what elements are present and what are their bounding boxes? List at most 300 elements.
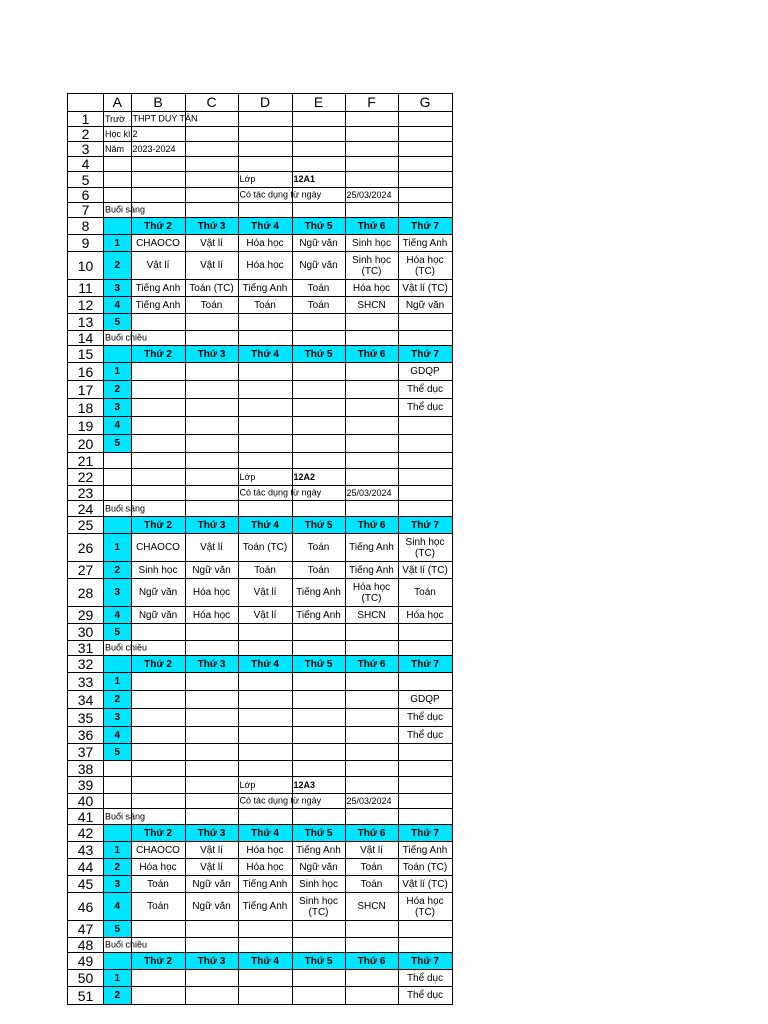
cell[interactable] [398,938,452,953]
cell[interactable] [345,112,398,127]
subject-cell[interactable]: Toán [345,859,398,876]
subject-cell[interactable]: Tiếng Anh [292,607,345,624]
cell[interactable] [398,809,452,825]
subject-cell[interactable] [238,744,292,761]
cell[interactable] [185,777,238,794]
subject-cell[interactable] [238,987,292,1005]
row-header[interactable]: 17 [68,381,104,399]
cell[interactable] [185,486,238,501]
subject-cell[interactable] [398,921,452,938]
day-header[interactable]: Thứ 3 [185,953,238,970]
cell[interactable] [398,203,452,218]
day-header[interactable]: Thứ 2 [131,825,185,842]
subject-cell[interactable]: Sinh học (TC) [292,893,345,921]
label-morning[interactable] [104,809,146,825]
subject-cell[interactable] [345,381,398,399]
subject-cell[interactable] [238,727,292,744]
subject-cell[interactable]: Tiếng Anh [238,280,292,297]
subject-cell[interactable] [345,727,398,744]
subject-cell[interactable] [345,399,398,417]
row-header[interactable]: 43 [68,842,104,859]
subject-cell[interactable] [185,399,238,417]
row-header[interactable]: 36 [68,727,104,744]
row-header[interactable]: 3 [68,142,104,157]
subject-cell[interactable]: Thể dục [398,970,452,987]
label-morning[interactable] [104,501,146,517]
cell[interactable] [104,172,132,188]
subject-cell[interactable]: Tiếng Anh [398,235,452,252]
subject-cell[interactable] [238,314,292,331]
row-header[interactable]: 30 [68,624,104,641]
subject-cell[interactable] [292,314,345,331]
row-header[interactable]: 25 [68,517,104,534]
subject-cell[interactable]: Toán [398,579,452,607]
day-header[interactable]: Thứ 7 [398,346,452,363]
row-header[interactable]: 31 [68,641,104,656]
subject-cell[interactable] [398,624,452,641]
period-number[interactable]: 4 [104,893,132,921]
cell[interactable] [131,469,185,486]
day-header[interactable]: Thứ 5 [292,825,345,842]
day-header[interactable]: Thứ 3 [185,517,238,534]
subject-cell[interactable]: Ngữ văn [131,607,185,624]
effective-date[interactable]: 25/03/2024 [345,188,398,203]
cell[interactable] [131,761,185,777]
subject-cell[interactable]: Toán [292,534,345,562]
subject-cell[interactable]: Hóa học (TC) [345,579,398,607]
subject-cell[interactable]: Toán (TC) [398,859,452,876]
period-number[interactable]: 2 [104,562,132,579]
subject-cell[interactable] [238,399,292,417]
cell[interactable] [292,641,345,656]
subject-cell[interactable]: Toán [292,297,345,314]
subject-cell[interactable] [131,381,185,399]
subject-cell[interactable] [131,970,185,987]
subject-cell[interactable]: Sinh học [292,876,345,893]
cell[interactable] [398,501,452,517]
subject-cell[interactable]: Ngữ văn [185,893,238,921]
cell[interactable] [185,501,238,517]
label-morning[interactable] [104,203,146,218]
subject-cell[interactable]: Ngữ văn [398,297,452,314]
period-number[interactable]: 3 [104,399,132,417]
subject-cell[interactable] [292,727,345,744]
period-number[interactable]: 2 [104,381,132,399]
cell[interactable] [238,501,292,517]
subject-cell[interactable] [185,709,238,727]
subject-cell[interactable] [345,970,398,987]
cell[interactable] [131,777,185,794]
subject-cell[interactable]: SHCN [345,297,398,314]
row-header[interactable]: 11 [68,280,104,297]
cell[interactable] [292,203,345,218]
label-nam[interactable]: Năm [104,142,132,157]
subject-cell[interactable]: Vật lí [238,607,292,624]
day-header[interactable]: Thứ 4 [238,953,292,970]
label-hocki[interactable]: Học kì [104,127,132,142]
row-header[interactable]: 13 [68,314,104,331]
subject-cell[interactable] [345,314,398,331]
subject-cell[interactable] [131,709,185,727]
cell[interactable] [398,127,452,142]
row-header[interactable]: 23 [68,486,104,501]
subject-cell[interactable] [185,381,238,399]
row-header[interactable]: 44 [68,859,104,876]
subject-cell[interactable]: Toán [131,876,185,893]
subject-cell[interactable] [131,921,185,938]
period-number[interactable]: 2 [104,691,132,709]
period-number[interactable]: 5 [104,921,132,938]
subject-cell[interactable] [292,399,345,417]
subject-cell[interactable]: Thể dục [398,727,452,744]
cell[interactable] [238,142,292,157]
subject-cell[interactable]: Thể dục [398,399,452,417]
nam-value[interactable]: 2023-2024 [131,142,185,157]
subject-cell[interactable] [292,673,345,691]
row-header[interactable]: 48 [68,938,104,953]
column-header-d[interactable]: D [238,94,292,112]
row-header[interactable]: 39 [68,777,104,794]
subject-cell[interactable] [131,673,185,691]
subject-cell[interactable] [398,673,452,691]
label-lop[interactable]: Lớp [238,469,292,486]
period-number[interactable]: 1 [104,842,132,859]
day-header[interactable]: Thứ 7 [398,517,452,534]
day-header[interactable]: Thứ 7 [398,218,452,235]
row-header[interactable]: 34 [68,691,104,709]
period-number[interactable]: 4 [104,607,132,624]
subject-cell[interactable]: Ngữ văn [292,859,345,876]
subject-cell[interactable]: Hóa học [238,235,292,252]
subject-cell[interactable] [185,314,238,331]
row-header[interactable]: 19 [68,417,104,435]
period-number[interactable]: 1 [104,534,132,562]
label-truong[interactable]: Trườ [104,112,132,127]
day-header[interactable]: Thứ 5 [292,953,345,970]
cell[interactable] [185,142,238,157]
period-header-blank[interactable] [104,656,132,673]
subject-cell[interactable] [131,363,185,381]
row-header[interactable]: 35 [68,709,104,727]
subject-cell[interactable]: Hóa học (TC) [398,893,452,921]
cell[interactable] [131,172,185,188]
cell[interactable] [104,777,132,794]
subject-cell[interactable] [131,744,185,761]
cell[interactable] [185,453,238,469]
cell[interactable] [292,331,345,346]
row-header[interactable]: 51 [68,987,104,1005]
row-header[interactable]: 9 [68,235,104,252]
cell[interactable] [292,809,345,825]
subject-cell[interactable]: Toán [292,280,345,297]
row-header[interactable]: 14 [68,331,104,346]
period-number[interactable]: 3 [104,876,132,893]
cell[interactable] [345,938,398,953]
period-number[interactable]: 1 [104,363,132,381]
label-afternoon[interactable] [104,938,148,953]
subject-cell[interactable]: Tiếng Anh [345,534,398,562]
subject-cell[interactable] [292,744,345,761]
subject-cell[interactable]: Hóa học [238,252,292,280]
cell[interactable] [292,938,345,953]
subject-cell[interactable]: Hóa học [185,579,238,607]
subject-cell[interactable] [398,744,452,761]
subject-cell[interactable] [238,363,292,381]
subject-cell[interactable] [398,417,452,435]
subject-cell[interactable]: Tiếng Anh [345,562,398,579]
subject-cell[interactable]: Hóa học [131,859,185,876]
effective-date[interactable]: 25/03/2024 [345,794,398,809]
subject-cell[interactable] [398,314,452,331]
period-number[interactable]: 4 [104,417,132,435]
subject-cell[interactable]: Vật lí [185,534,238,562]
subject-cell[interactable]: Hóa học (TC) [398,252,452,280]
cell[interactable] [398,157,452,172]
row-header[interactable]: 33 [68,673,104,691]
subject-cell[interactable]: Ngữ văn [292,235,345,252]
row-header[interactable]: 16 [68,363,104,381]
subject-cell[interactable] [131,987,185,1005]
day-header[interactable]: Thứ 4 [238,825,292,842]
subject-cell[interactable]: Toán [238,297,292,314]
period-number[interactable]: 5 [104,435,132,453]
row-header[interactable]: 29 [68,607,104,624]
subject-cell[interactable] [292,970,345,987]
cell[interactable] [238,809,292,825]
row-header[interactable]: 12 [68,297,104,314]
column-header-a[interactable]: A [104,94,132,112]
period-number[interactable]: 2 [104,987,132,1005]
label-lop[interactable]: Lớp [238,777,292,794]
label-effective[interactable] [238,486,322,501]
day-header[interactable]: Thứ 6 [345,517,398,534]
cell[interactable] [238,453,292,469]
subject-cell[interactable] [345,673,398,691]
subject-cell[interactable]: Tiếng Anh [238,893,292,921]
subject-cell[interactable]: Toán [345,876,398,893]
subject-cell[interactable] [185,435,238,453]
period-number[interactable]: 3 [104,579,132,607]
subject-cell[interactable]: Vật lí [185,842,238,859]
subject-cell[interactable] [292,363,345,381]
day-header[interactable]: Thứ 6 [345,346,398,363]
subject-cell[interactable]: SHCN [345,893,398,921]
cell[interactable] [398,188,452,203]
subject-cell[interactable] [185,744,238,761]
subject-cell[interactable] [238,435,292,453]
subject-cell[interactable]: Hóa học [398,607,452,624]
effective-date[interactable]: 25/03/2024 [345,486,398,501]
subject-cell[interactable]: CHAOCO [131,842,185,859]
select-all-corner[interactable] [68,94,104,112]
row-header[interactable]: 18 [68,399,104,417]
subject-cell[interactable]: Thể dục [398,709,452,727]
cell[interactable] [185,203,238,218]
subject-cell[interactable] [185,987,238,1005]
subject-cell[interactable] [238,673,292,691]
row-header[interactable]: 38 [68,761,104,777]
row-header[interactable]: 50 [68,970,104,987]
cell[interactable] [292,501,345,517]
day-header[interactable]: Thứ 6 [345,218,398,235]
subject-cell[interactable]: Ngữ văn [131,579,185,607]
hocki-value[interactable]: 2 [131,127,185,142]
subject-cell[interactable] [185,624,238,641]
subject-cell[interactable]: Thể dục [398,987,452,1005]
subject-cell[interactable] [292,417,345,435]
subject-cell[interactable]: Vật lí [238,579,292,607]
cell[interactable] [131,453,185,469]
day-header[interactable]: Thứ 2 [131,218,185,235]
cell[interactable] [104,469,132,486]
subject-cell[interactable]: GDQP [398,363,452,381]
row-header[interactable]: 22 [68,469,104,486]
day-header[interactable]: Thứ 5 [292,656,345,673]
subject-cell[interactable]: Vật lí (TC) [398,562,452,579]
subject-cell[interactable] [131,417,185,435]
cell[interactable] [398,142,452,157]
cell[interactable] [345,453,398,469]
row-header[interactable]: 40 [68,794,104,809]
period-number[interactable]: 3 [104,280,132,297]
cell[interactable] [292,142,345,157]
cell[interactable] [398,486,452,501]
day-header[interactable]: Thứ 3 [185,656,238,673]
period-number[interactable]: 1 [104,673,132,691]
subject-cell[interactable] [131,399,185,417]
subject-cell[interactable] [238,970,292,987]
subject-cell[interactable]: Tiếng Anh [238,876,292,893]
cell[interactable] [292,761,345,777]
cell[interactable] [131,157,185,172]
subject-cell[interactable]: Sinh học (TC) [398,534,452,562]
cell[interactable] [345,172,398,188]
cell[interactable] [185,641,238,656]
cell[interactable] [398,794,452,809]
row-header[interactable]: 4 [68,157,104,172]
subject-cell[interactable] [238,417,292,435]
cell[interactable] [238,203,292,218]
cell[interactable] [185,172,238,188]
subject-cell[interactable] [345,744,398,761]
row-header[interactable]: 24 [68,501,104,517]
day-header[interactable]: Thứ 5 [292,517,345,534]
subject-cell[interactable] [345,417,398,435]
subject-cell[interactable] [185,673,238,691]
period-number[interactable]: 1 [104,235,132,252]
subject-cell[interactable]: Vật lí (TC) [398,280,452,297]
row-header[interactable]: 26 [68,534,104,562]
row-header[interactable]: 41 [68,809,104,825]
cell[interactable] [398,469,452,486]
period-number[interactable]: 2 [104,252,132,280]
day-header[interactable]: Thứ 4 [238,656,292,673]
subject-cell[interactable] [345,709,398,727]
cell[interactable] [185,938,238,953]
subject-cell[interactable] [292,435,345,453]
cell[interactable] [185,794,238,809]
subject-cell[interactable] [238,709,292,727]
column-header-c[interactable]: C [185,94,238,112]
subject-cell[interactable] [131,727,185,744]
cell[interactable] [131,188,185,203]
row-header[interactable]: 49 [68,953,104,970]
cell[interactable] [398,112,452,127]
cell[interactable] [398,761,452,777]
period-number[interactable]: 4 [104,297,132,314]
day-header[interactable]: Thứ 2 [131,346,185,363]
cell[interactable] [292,453,345,469]
column-header-g[interactable]: G [398,94,452,112]
cell[interactable] [185,331,238,346]
cell[interactable] [185,188,238,203]
period-number[interactable]: 5 [104,624,132,641]
cell[interactable] [345,501,398,517]
cell[interactable] [345,761,398,777]
subject-cell[interactable]: Hóa học [238,859,292,876]
cell[interactable] [345,127,398,142]
cell[interactable] [398,331,452,346]
subject-cell[interactable] [345,624,398,641]
subject-cell[interactable]: Thể dục [398,381,452,399]
subject-cell[interactable] [238,624,292,641]
period-number[interactable]: 4 [104,727,132,744]
class-name[interactable]: 12A2 [292,469,345,486]
subject-cell[interactable]: Tiếng Anh [131,297,185,314]
period-header-blank[interactable] [104,953,132,970]
label-afternoon[interactable] [104,331,148,346]
cell[interactable] [292,127,345,142]
row-header[interactable]: 27 [68,562,104,579]
day-header[interactable]: Thứ 3 [185,218,238,235]
row-header[interactable]: 20 [68,435,104,453]
cell[interactable] [185,469,238,486]
label-afternoon[interactable] [104,641,148,656]
row-header[interactable]: 32 [68,656,104,673]
row-header[interactable]: 1 [68,112,104,127]
subject-cell[interactable] [292,624,345,641]
cell[interactable] [131,486,185,501]
subject-cell[interactable] [345,363,398,381]
subject-cell[interactable] [345,921,398,938]
subject-cell[interactable]: SHCN [345,607,398,624]
subject-cell[interactable] [238,691,292,709]
day-header[interactable]: Thứ 5 [292,218,345,235]
subject-cell[interactable] [185,921,238,938]
cell[interactable] [238,157,292,172]
row-header[interactable]: 6 [68,188,104,203]
period-number[interactable]: 3 [104,709,132,727]
day-header[interactable]: Thứ 3 [185,346,238,363]
row-header[interactable]: 5 [68,172,104,188]
period-number[interactable]: 5 [104,314,132,331]
cell[interactable] [185,157,238,172]
day-header[interactable]: Thứ 2 [131,953,185,970]
subject-cell[interactable]: Vật lí (TC) [398,876,452,893]
day-header[interactable]: Thứ 6 [345,825,398,842]
subject-cell[interactable]: Tiếng Anh [292,842,345,859]
subject-cell[interactable]: Sinh học [345,235,398,252]
row-header[interactable]: 37 [68,744,104,761]
subject-cell[interactable]: Ngữ văn [292,252,345,280]
cell[interactable] [345,777,398,794]
cell[interactable] [398,641,452,656]
subject-cell[interactable]: Ngữ văn [185,876,238,893]
cell[interactable] [185,761,238,777]
row-header[interactable]: 8 [68,218,104,235]
subject-cell[interactable] [185,691,238,709]
cell[interactable] [345,809,398,825]
